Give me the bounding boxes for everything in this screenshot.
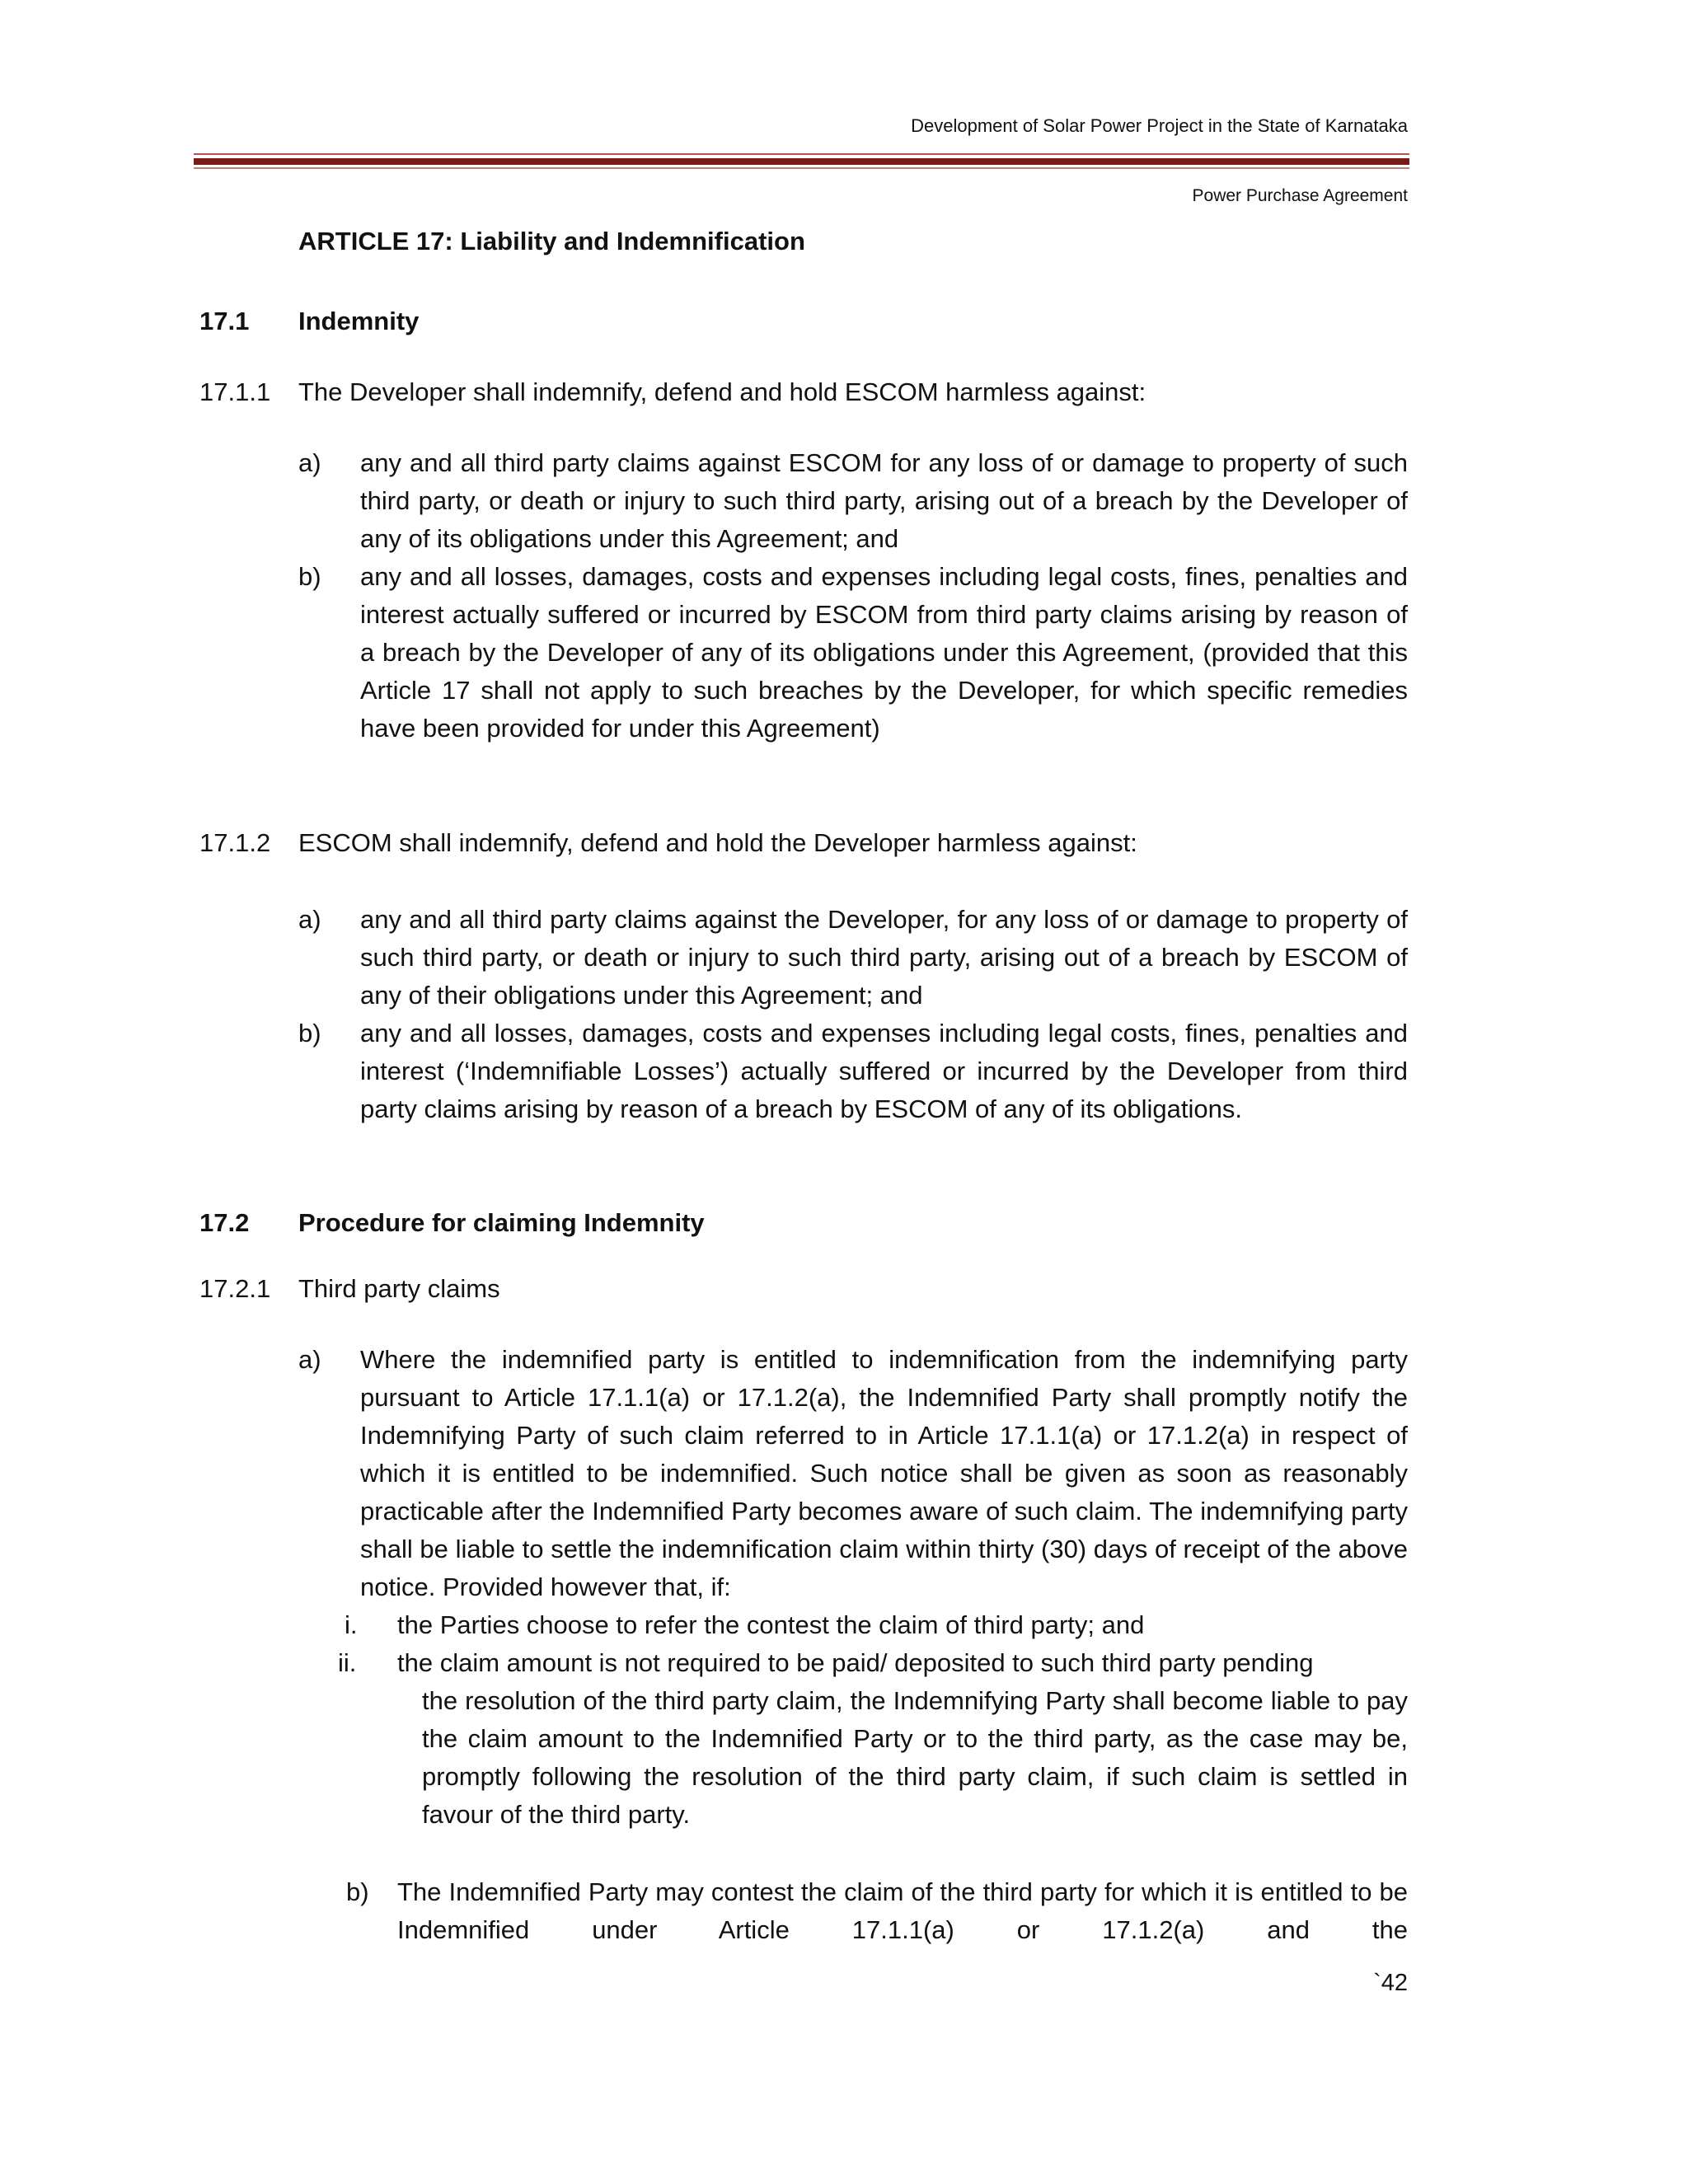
list-marker: b) bbox=[298, 562, 321, 591]
clause-number: 17.1.2 bbox=[199, 828, 271, 857]
document-subtitle: Power Purchase Agreement bbox=[1192, 186, 1408, 205]
list-item-text: the claim amount is not required to be paid/ deposited to such third party pending bbox=[397, 1648, 1314, 1677]
list-item-text: the resolution of the third party claim, the Indemnifying Party shall become liable to pay the claim amount to the Indemnified Party or to the third party, as the case may be, promptly following the resolution of the third party claim, if such claim is settled in favour of the third party. bbox=[422, 1686, 1408, 1829]
document-title: Development of Solar Power Project in the State of Karnataka bbox=[911, 115, 1408, 136]
list-marker: a) bbox=[298, 905, 321, 934]
clause-text: The Developer shall indemnify, defend and hold ESCOM harmless against: bbox=[298, 377, 1146, 406]
header-rule-thin-bottom bbox=[194, 167, 1409, 169]
section-title: Indemnity bbox=[298, 307, 420, 335]
list-marker: a) bbox=[298, 1345, 321, 1374]
list-item-text: the Parties choose to refer the contest the claim of third party; and bbox=[397, 1610, 1145, 1639]
clause-text: ESCOM shall indemnify, defend and hold the Developer harmless against: bbox=[298, 828, 1137, 857]
list-marker: b) bbox=[298, 1019, 321, 1047]
list-item-text: The Indemnified Party may contest the claim of the third party for which it is entitled to be Indemnified under Article 17.1.1(a) or 17.1.2(a) and the bbox=[397, 1877, 1408, 1944]
clause-number: 17.1.1 bbox=[199, 377, 271, 406]
header-rule-thick bbox=[194, 158, 1409, 165]
list-item-text: any and all third party claims against the Developer, for any loss of or damage to property of such third party, or death or injury to such third party, arising out of a breach by ESCOM of any of their obligations under this Agreement; and bbox=[360, 905, 1408, 1010]
clause-number: 17.2.1 bbox=[199, 1274, 271, 1303]
list-marker: a) bbox=[298, 448, 321, 477]
section-title: Procedure for claiming Indemnity bbox=[298, 1208, 705, 1237]
list-item-text: any and all losses, damages, costs and expenses including legal costs, fines, penalties and interest (‘Indemnifiable Losses’) actually suffered or incurred by the Developer from third party claims arising by reason of a breach by ESCOM of any of its obligations. bbox=[360, 1019, 1408, 1123]
list-marker: i. bbox=[345, 1610, 358, 1639]
list-item-text: Where the indemnified party is entitled to indemnification from the indemnifying party pursuant to Article 17.1.1(a) or 17.1.2(a), the Indemnified Party shall promptly notify the Indemnifying Party of such claim referred to in Article 17.1.1(a) or 17.1.2(a) in respect of which it is entitled to be indemnified. Such notice shall be given as soon as reasonably practicable after the Indemnified Party becomes aware of such claim. The indemnifying party shall be liable to settle the indemnification claim within thirty (30) days of receipt of the above notice. Provided however that, if: bbox=[360, 1345, 1408, 1601]
list-item-text: any and all third party claims against ESCOM for any loss of or damage to property of such third party, or death or injury to such third party, arising out of a breach by the Developer of any of its obligations under this Agreement; and bbox=[360, 448, 1408, 553]
section-number: 17.2 bbox=[199, 1208, 250, 1237]
page-number: `42 bbox=[1373, 1970, 1408, 1996]
list-item-text: any and all losses, damages, costs and expenses including legal costs, fines, penalties and interest actually suffered or incurred by ESCOM from third party claims arising by reason of a breach by the Developer of any of its obligations under this Agreement, (provided that this Article 17 shall not apply to such breaches by the Developer, for which specific remedies have been provided for under this Agreement) bbox=[360, 562, 1408, 743]
section-number: 17.1 bbox=[199, 307, 250, 335]
header-rule-thin-top bbox=[194, 153, 1409, 155]
list-marker: ii. bbox=[338, 1648, 357, 1677]
list-marker: b) bbox=[346, 1877, 369, 1906]
clause-title: Third party claims bbox=[298, 1274, 500, 1303]
article-heading: ARTICLE 17: Liability and Indemnification bbox=[298, 227, 805, 255]
